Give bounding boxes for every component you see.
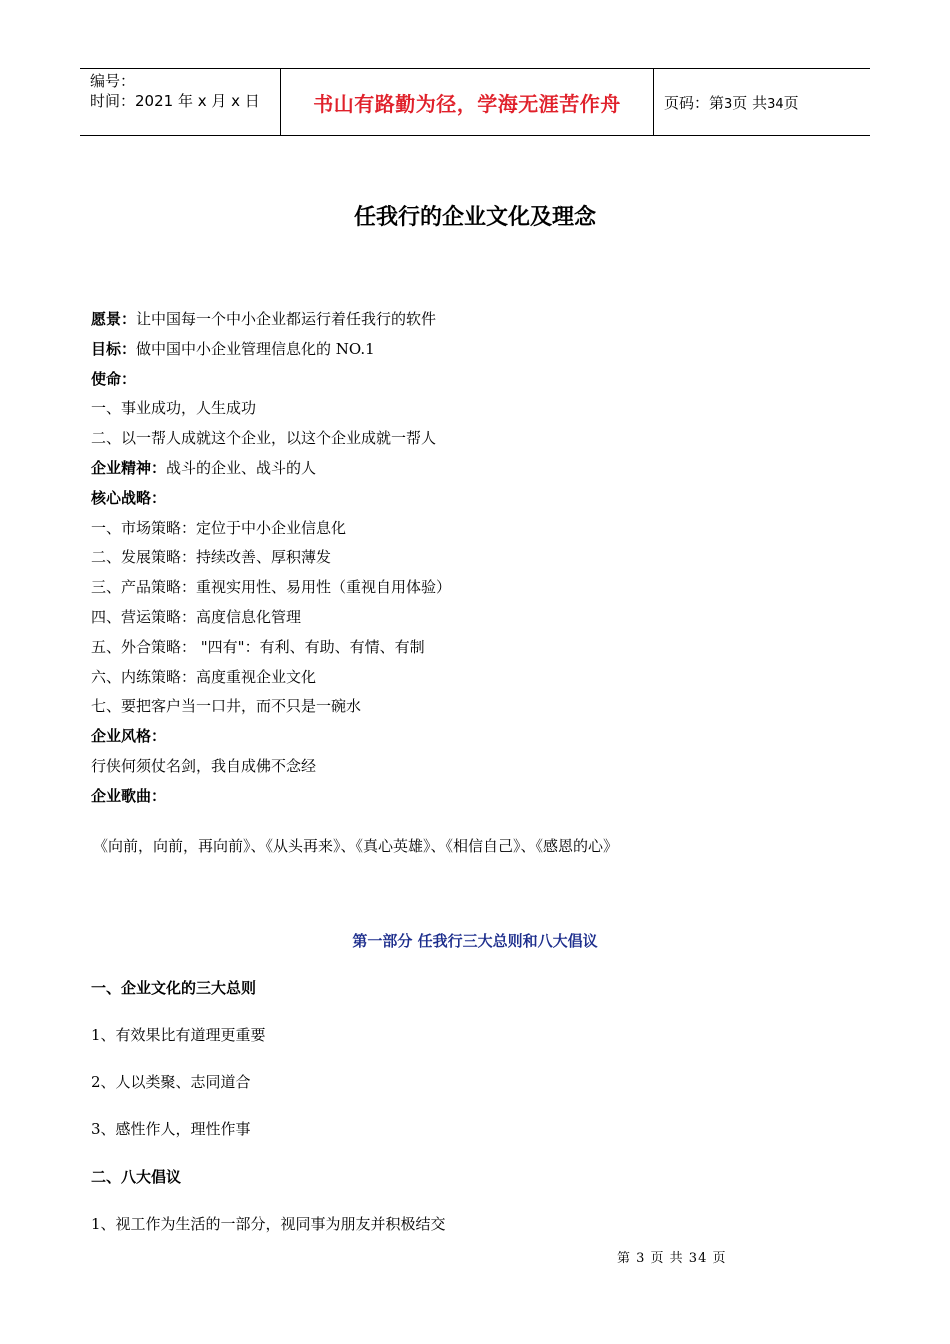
page-footer: 第 3 页 共 34 页 xyxy=(617,1251,727,1266)
section1-heading: 一、企业文化的三大总则 xyxy=(91,979,257,997)
intro-line-text: 行侠何须仗名剑，我自成佛不念经 xyxy=(91,757,317,775)
intro-line xyxy=(91,546,331,567)
intro-line xyxy=(91,338,375,359)
page-prefix: 页码：第 xyxy=(664,93,725,112)
intro-line xyxy=(91,457,316,478)
page-mid: 页 共 xyxy=(732,93,768,112)
section1-item: 2、人以类聚、志同道合 xyxy=(91,1073,251,1091)
document-title: 任我行的企业文化及理念 xyxy=(353,205,596,230)
header-motto-cell xyxy=(281,69,654,135)
intro-line-text: 六、内练策略：高度重视企业文化 xyxy=(91,667,317,686)
intro-line-label: 目标： xyxy=(91,339,137,358)
intro-line-label: 核心战略： xyxy=(91,488,167,507)
intro-line-label: 企业精神： xyxy=(91,459,167,477)
intro-line xyxy=(91,308,436,329)
intro-line xyxy=(91,606,301,627)
header-page-cell xyxy=(654,69,870,135)
intro-line xyxy=(91,517,346,538)
intro-line xyxy=(91,487,166,508)
intro-line-text: 一、市场策略：定位于中小企业信息化 xyxy=(91,518,347,537)
motto-text: 书山有路勤为径，学海无涯苦作舟 xyxy=(313,91,621,116)
time-label: 时间：2021 年 x 月 x 日 xyxy=(90,92,260,110)
intro-line xyxy=(91,397,256,418)
intro-line xyxy=(91,576,451,597)
section2-heading: 二、八大倡议 xyxy=(91,1168,182,1186)
part-title: 第一部分 任我行三大总则和八大倡议 xyxy=(352,932,598,950)
songs-list: 《向前，向前，再向前》、《从头再来》、《真心英雄》、《相信自己》、《感恩的心》 xyxy=(93,837,619,855)
intro-line-text: 让中国每一个中小企业都运行着任我行的软件 xyxy=(136,310,437,328)
intro-line-label: 使命： xyxy=(91,369,137,388)
section1-item: 1、有效果比有道理更重要 xyxy=(91,1026,266,1044)
intro-line-text: 战斗的企业、战斗的人 xyxy=(166,459,317,477)
intro-line-text: 一、事业成功，人生成功 xyxy=(91,399,257,418)
section2-item: 1、视工作为生活的一部分，视同事为朋友并积极结交 xyxy=(91,1215,446,1233)
intro-line-text: 三、产品策略：重视实用性、易用性（重视自用体验） xyxy=(91,578,452,597)
number-label: 编号： xyxy=(90,72,136,90)
page-total: 34 xyxy=(767,96,784,112)
intro-line xyxy=(91,755,316,776)
intro-line-label: 企业风格： xyxy=(91,727,167,746)
intro-line xyxy=(91,785,166,806)
intro-line-text: 做中国中小企业管理信息化的 NO.1 xyxy=(136,339,375,358)
intro-line xyxy=(91,695,361,716)
intro-line xyxy=(91,636,425,657)
intro-line xyxy=(91,725,166,746)
document-header xyxy=(80,68,870,136)
header-meta-cell xyxy=(80,69,281,135)
intro-line-text: 七、要把客户当一口井，而不只是一碗水 xyxy=(91,697,362,716)
intro-line xyxy=(91,368,136,389)
intro-line-text: 二、发展策略：持续改善、厚积薄发 xyxy=(91,548,332,567)
page-indicator xyxy=(664,92,799,113)
intro-line-text: 四、营运策略：高度信息化管理 xyxy=(91,608,302,626)
intro-line-text: 二、以一帮人成就这个企业，以这个企业成就一帮人 xyxy=(91,429,437,448)
page-current: 3 xyxy=(724,96,733,112)
intro-line xyxy=(91,427,436,448)
intro-line-text: 五、外合策略： "四有"：有利、有助、有情、有制 xyxy=(91,637,425,656)
intro-line xyxy=(91,666,316,687)
intro-line-label: 企业歌曲： xyxy=(91,786,167,805)
intro-line-label: 愿景： xyxy=(91,310,137,328)
section1-item: 3、感性作人，理性作事 xyxy=(91,1120,251,1138)
page-suffix: 页 xyxy=(783,93,799,112)
